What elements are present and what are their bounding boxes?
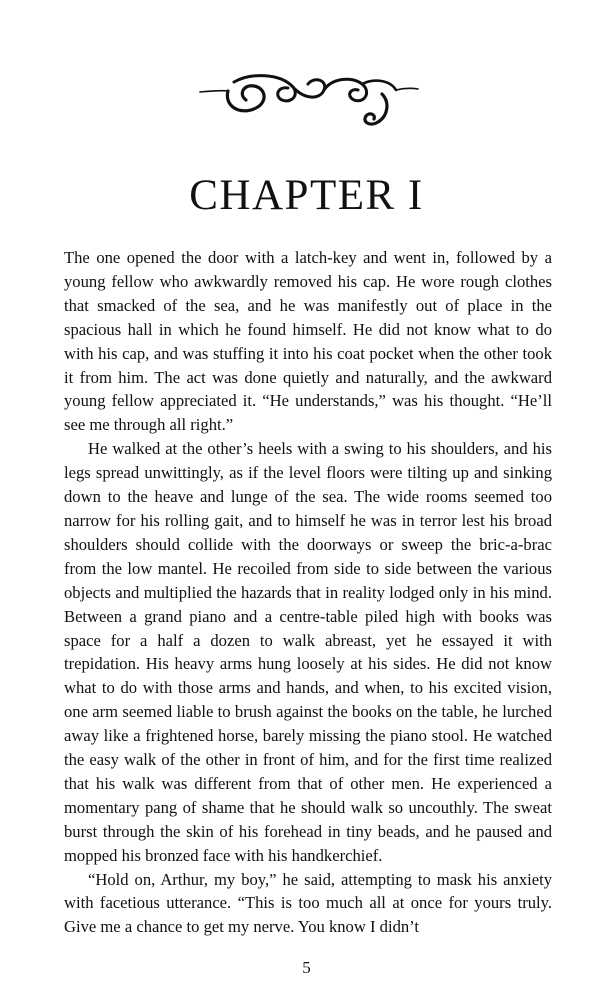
paragraph: “Hold on, Arthur, my boy,” he said, attempting to mask his anxiety with facetious utterance. “This is too much all at once for yours truly. Give me a chance to get my nerve. You know I didn’t [64,869,552,937]
paragraph: The one opened the door with a latch-key and went in, followed by a young fellow who awkwardly removed his cap. He wore rough clothes that smacked of the sea, and he was manifestly out of place in the spacious hall in which he found himself. He did not know what to do with his cap, and was stuffing it into his coat pocket when the other took it from him. The act was done quietly and naturally, and the awkward young fellow appreciated it. “He understands,” was his thought. “He’ll see me through all right.” [64,248,552,435]
flourish-ornament-icon [196,70,422,136]
chapter-body [64,246,552,939]
page-number: 5 [302,958,311,977]
paragraph: He walked at the other’s heels with a swing to his shoulders, and his legs spread unwittingly, as if the level floors were tilting up and sinking down to the heave and lunge of the sea. The wide rooms seemed too narrow for his rolling gait, and to himself he was in terror lest his broad shoulders should collide with the doorways or sweep the bric-a-brac from the low mantel. He recoiled from side to side between the various objects and multiplied the hazards that in reality lodged only in his mind. Between a grand piano and a centre-table piled high with books was space for a half a dozen to walk abreast, yet he essayed it with trepidation. His heavy arms hung loosely at his sides. He did not know what to do with those arms and hands, and when, to his excited vision, one arm seemed liable to brush against the books on the table, he lurched away like a frightened horse, barely missing the piano stool. He watched the easy walk of the other in front of him, and for the first time realized that his walk was different from that of other men. He experienced a momentary pang of shame that he should walk so uncouthly. The sweat burst through the skin of his forehead in tiny beads, and he paused and mopped his bronzed face with his handkerchief. [64,439,552,865]
chapter-title: CHAPTER I [189,172,424,219]
